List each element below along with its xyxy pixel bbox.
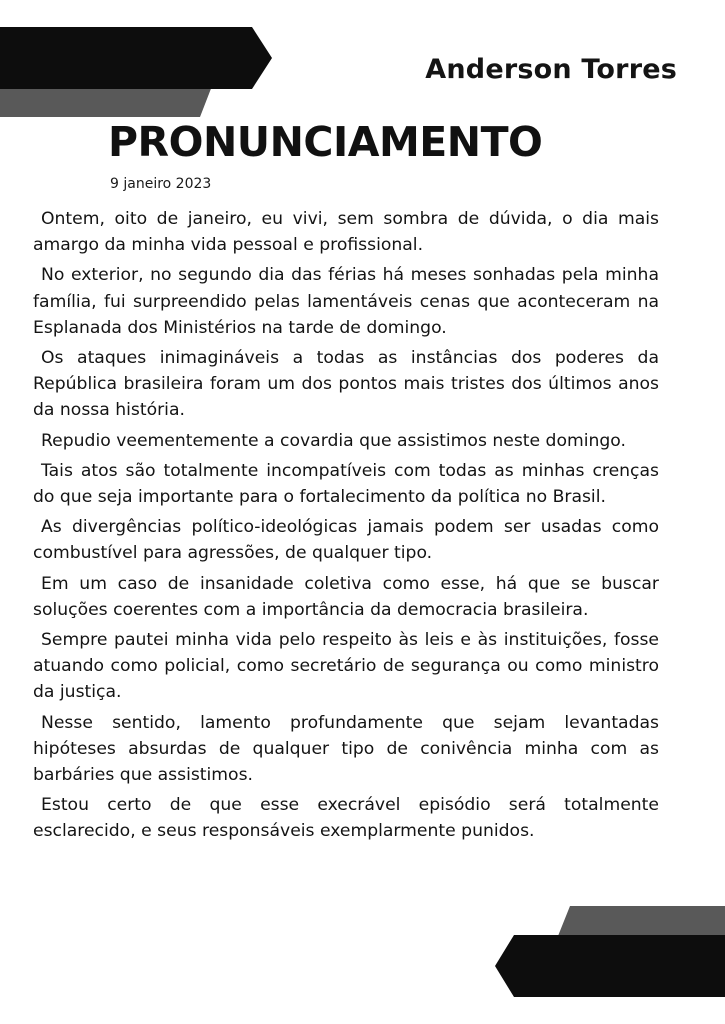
paragraph: Sempre pautei minha vida pelo respeito às leis e às instituições, fosse atuando como policial, como secretário de segurança ou como ministro da justiça. <box>33 630 659 703</box>
paragraph: Nesse sentido, lamento profundamente que sejam levantadas hipóteses absurdas de qualquer tipo de conivência minha com as barbáries que assistimos. <box>33 712 659 786</box>
paragraph: Em um caso de insanidade coletiva como esse, há que se buscar soluções coerentes com a importância da democracia brasileira. <box>33 573 659 620</box>
paragraph: Estou certo de que esse execrável episódio será totalmente esclarecido, e seus responsáveis exemplarmente punidos. <box>33 795 659 842</box>
page-title: PRONUNCIAMENTO <box>108 118 543 166</box>
author-name: Anderson Torres <box>425 54 677 85</box>
paragraph: As divergências político-ideológicas jamais podem ser usadas como combustível para agressões, de qualquer tipo. <box>33 517 659 564</box>
paragraph: Os ataques inimagináveis a todas as instâncias dos poderes da República brasileira foram um dos pontos mais tristes dos últimos anos da nossa história. <box>33 348 659 421</box>
paragraph: Repudio veementemente a covardia que assistimos neste domingo. <box>41 430 626 451</box>
statement-body <box>33 206 659 849</box>
top-black-band <box>0 27 272 89</box>
paragraph: No exterior, no segundo dia das férias há meses sonhadas pela minha família, fui surpreendido pelas lamentáveis cenas que aconteceram na Esplanada dos Ministérios na tarde de domingo. <box>33 265 659 338</box>
top-gray-band <box>0 86 212 117</box>
paragraph: Tais atos são totalmente incompatíveis com todas as minhas crenças do que seja importante para o fortalecimento da política no Brasil. <box>33 460 659 508</box>
statement-date: 9 janeiro 2023 <box>110 176 212 192</box>
paragraph: Ontem, oito de janeiro, eu vivi, sem sombra de dúvida, o dia mais amargo da minha vida pessoal e profissional. <box>33 209 659 256</box>
bottom-black-band <box>495 935 725 997</box>
bottom-gray-band <box>558 906 725 936</box>
